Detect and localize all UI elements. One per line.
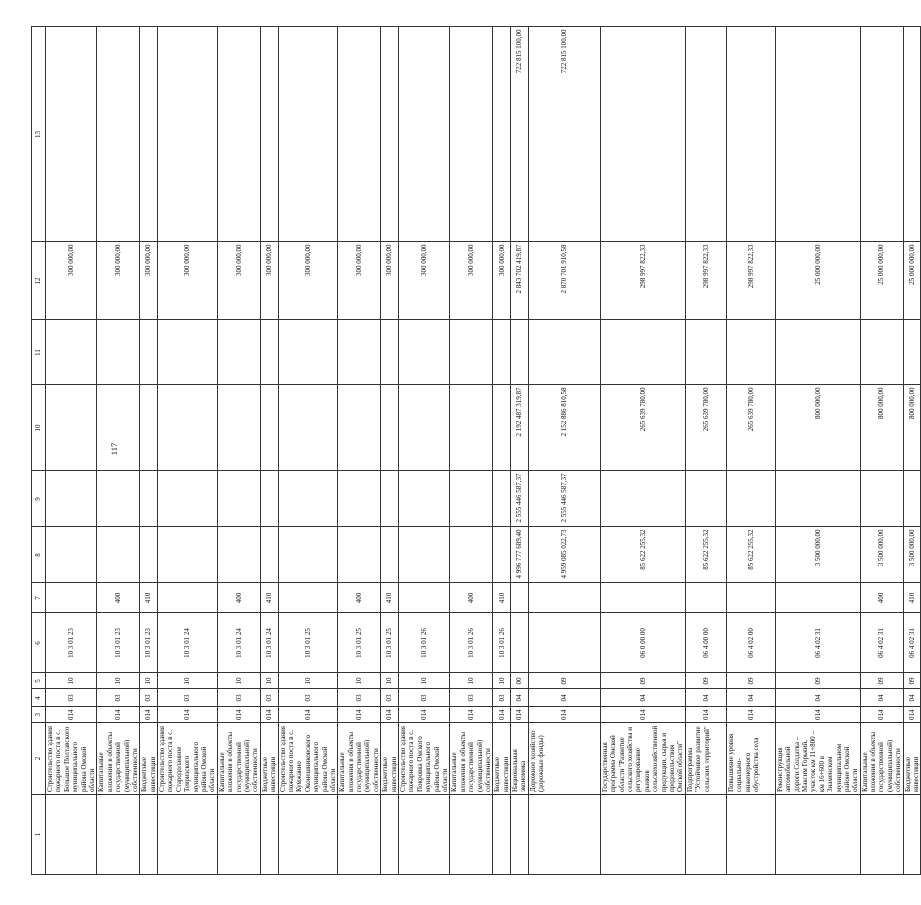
col-3-cell: 014 bbox=[493, 707, 511, 723]
col-9-cell bbox=[399, 471, 450, 527]
col-13-cell bbox=[97, 27, 140, 242]
col-6-cell: 06 4 00 00 bbox=[685, 613, 726, 673]
table-row bbox=[278, 27, 338, 875]
row-name-cell: Капитальные вложения в объекты государственной (муниципальной) собственности bbox=[338, 723, 381, 795]
col-9-cell bbox=[903, 471, 921, 527]
col-9-cell: 2 555 446 587,37 bbox=[528, 471, 600, 527]
col-5-cell: 10 bbox=[278, 673, 338, 689]
table-row bbox=[903, 27, 921, 875]
col-8-cell bbox=[399, 527, 450, 583]
col-11-cell bbox=[726, 320, 775, 385]
col-10-cell: 2 192 487 319,87 bbox=[511, 385, 529, 471]
col-3-cell: 014 bbox=[278, 707, 338, 723]
table-row bbox=[775, 27, 860, 875]
col-6-cell: 06 4 02 00 bbox=[726, 613, 775, 673]
col-12-cell: 300 000,00 bbox=[278, 242, 338, 320]
col-13-cell: 722 815 100,00 bbox=[528, 27, 600, 242]
col-5-cell: 10 bbox=[217, 673, 260, 689]
col-13-cell bbox=[903, 27, 921, 242]
col-10-cell bbox=[217, 385, 260, 471]
col-13-cell bbox=[278, 27, 338, 242]
col-3-cell: 014 bbox=[338, 707, 381, 723]
col-9-cell bbox=[217, 471, 260, 527]
table-row bbox=[600, 27, 685, 875]
col-10-cell: 800 000,00 bbox=[903, 385, 921, 471]
col-13-cell bbox=[260, 27, 278, 242]
col-3-cell: 014 bbox=[46, 707, 97, 723]
col-9-cell bbox=[685, 471, 726, 527]
col-13-cell bbox=[600, 27, 685, 242]
row-name-cell: Бюджетные инвестиции bbox=[140, 723, 158, 795]
row-number-cell bbox=[493, 795, 511, 875]
col-5-cell: 00 bbox=[511, 673, 529, 689]
col-4-cell: 04 bbox=[511, 689, 529, 707]
col-13-cell bbox=[726, 27, 775, 242]
row-name-cell: Национальная экономика bbox=[511, 723, 529, 795]
col-7-cell bbox=[775, 583, 860, 613]
column-number: 5 bbox=[32, 673, 46, 689]
col-8-cell: 85 622 255,32 bbox=[685, 527, 726, 583]
col-4-cell: 03 bbox=[260, 689, 278, 707]
col-11-cell bbox=[217, 320, 260, 385]
col-8-cell bbox=[260, 527, 278, 583]
col-12-cell: 300 000,00 bbox=[493, 242, 511, 320]
row-name-cell: Строительство здания пожарного поста в с. Покровка Омского муниципального района Омской области bbox=[399, 723, 450, 795]
col-11-cell bbox=[97, 320, 140, 385]
col-6-cell: 10 3 01 24 bbox=[158, 613, 218, 673]
col-11-cell bbox=[493, 320, 511, 385]
col-3-cell: 014 bbox=[260, 707, 278, 723]
col-12-cell: 300 000,00 bbox=[158, 242, 218, 320]
table-row bbox=[450, 27, 493, 875]
col-4-cell: 03 bbox=[399, 689, 450, 707]
col-8-cell: 3 500 000,00 bbox=[775, 527, 860, 583]
col-8-cell: 3 500 000,00 bbox=[860, 527, 903, 583]
col-5-cell: 09 bbox=[726, 673, 775, 689]
col-7-cell: 410 bbox=[140, 583, 158, 613]
row-number-cell bbox=[511, 795, 529, 875]
row-number-cell bbox=[140, 795, 158, 875]
col-4-cell: 03 bbox=[493, 689, 511, 707]
col-6-cell: 10 3 01 24 bbox=[260, 613, 278, 673]
col-13-cell bbox=[217, 27, 260, 242]
col-5-cell: 10 bbox=[140, 673, 158, 689]
col-7-cell bbox=[685, 583, 726, 613]
col-6-cell: 10 3 01 24 bbox=[217, 613, 260, 673]
row-number-cell bbox=[685, 795, 726, 875]
row-name-cell: Повышение уровня социально-инженерного обустройства села bbox=[726, 723, 775, 795]
col-9-cell bbox=[97, 471, 140, 527]
col-5-cell: 09 bbox=[600, 673, 685, 689]
col-3-cell: 014 bbox=[600, 707, 685, 723]
column-number: 7 bbox=[32, 583, 46, 613]
row-name-cell: Капитальные вложения в объекты государственной (муниципальной) собственности bbox=[217, 723, 260, 795]
col-11-cell bbox=[775, 320, 860, 385]
column-number: 13 bbox=[32, 27, 46, 242]
row-number-cell bbox=[260, 795, 278, 875]
col-4-cell: 03 bbox=[338, 689, 381, 707]
page-number: 117 bbox=[109, 442, 119, 456]
col-8-cell: 3 500 000,00 bbox=[903, 527, 921, 583]
col-10-cell bbox=[140, 385, 158, 471]
col-12-cell: 298 997 822,33 bbox=[685, 242, 726, 320]
col-5-cell: 09 bbox=[685, 673, 726, 689]
row-number-cell bbox=[399, 795, 450, 875]
col-4-cell: 04 bbox=[860, 689, 903, 707]
col-3-cell: 014 bbox=[775, 707, 860, 723]
col-7-cell bbox=[726, 583, 775, 613]
col-9-cell bbox=[278, 471, 338, 527]
column-number: 2 bbox=[32, 723, 46, 795]
col-6-cell: 06 0 00 00 bbox=[600, 613, 685, 673]
col-7-cell: 400 bbox=[860, 583, 903, 613]
col-7-cell: 410 bbox=[260, 583, 278, 613]
col-11-cell bbox=[860, 320, 903, 385]
column-number: 11 bbox=[32, 320, 46, 385]
col-5-cell: 10 bbox=[260, 673, 278, 689]
column-number: 10 bbox=[32, 385, 46, 471]
col-8-cell: 4 959 085 022,73 bbox=[528, 527, 600, 583]
col-10-cell bbox=[399, 385, 450, 471]
col-4-cell: 03 bbox=[381, 689, 399, 707]
col-12-cell: 298 997 822,33 bbox=[600, 242, 685, 320]
col-10-cell: 265 639 780,00 bbox=[600, 385, 685, 471]
col-9-cell bbox=[450, 471, 493, 527]
col-3-cell: 014 bbox=[450, 707, 493, 723]
col-3-cell: 014 bbox=[217, 707, 260, 723]
col-12-cell: 300 000,00 bbox=[381, 242, 399, 320]
col-6-cell: 10 3 01 23 bbox=[46, 613, 97, 673]
col-13-cell bbox=[493, 27, 511, 242]
col-10-cell: 265 639 780,00 bbox=[726, 385, 775, 471]
column-number: 9 bbox=[32, 471, 46, 527]
col-4-cell: 03 bbox=[46, 689, 97, 707]
table-row bbox=[140, 27, 158, 875]
table-row bbox=[260, 27, 278, 875]
col-9-cell bbox=[140, 471, 158, 527]
col-11-cell bbox=[528, 320, 600, 385]
col-7-cell bbox=[600, 583, 685, 613]
col-4-cell: 03 bbox=[140, 689, 158, 707]
column-number: 4 bbox=[32, 689, 46, 707]
col-6-cell: 10 3 01 23 bbox=[140, 613, 158, 673]
col-5-cell: 10 bbox=[381, 673, 399, 689]
col-13-cell bbox=[399, 27, 450, 242]
row-name-cell: Государственная программа Омской области "Развитие сельского хозяйства и регулирование рынков сельскохозяйственной продукции, сырья и продовольствия Омской области" bbox=[600, 723, 685, 795]
row-number-cell bbox=[775, 795, 860, 875]
col-10-cell: 800 000,00 bbox=[775, 385, 860, 471]
col-3-cell: 014 bbox=[97, 707, 140, 723]
col-7-cell: 400 bbox=[217, 583, 260, 613]
row-number-cell bbox=[97, 795, 140, 875]
col-5-cell: 10 bbox=[338, 673, 381, 689]
col-4-cell: 03 bbox=[450, 689, 493, 707]
row-name-cell: Подпрограмма "Устойчивое развитие сельских территорий" bbox=[685, 723, 726, 795]
column-number: 8 bbox=[32, 527, 46, 583]
col-3-cell: 014 bbox=[140, 707, 158, 723]
row-number-cell bbox=[46, 795, 97, 875]
col-6-cell: 10 3 01 26 bbox=[450, 613, 493, 673]
col-6-cell: 06 4 02 31 bbox=[775, 613, 860, 673]
col-4-cell: 04 bbox=[600, 689, 685, 707]
col-5-cell: 10 bbox=[97, 673, 140, 689]
col-5-cell: 09 bbox=[903, 673, 921, 689]
row-name-cell: Капитальные вложения в объекты государственной (муниципальной) собственности bbox=[860, 723, 903, 795]
col-8-cell bbox=[97, 527, 140, 583]
row-name-cell: Капитальные вложения в объекты государственной (муниципальной) собственности bbox=[450, 723, 493, 795]
column-number: 6 bbox=[32, 613, 46, 673]
col-5-cell: 09 bbox=[860, 673, 903, 689]
table-row bbox=[511, 27, 529, 875]
col-11-cell bbox=[600, 320, 685, 385]
table-row bbox=[97, 27, 140, 875]
col-13-cell bbox=[450, 27, 493, 242]
row-name-cell: Строительство здания пожарного поста в с. Большое Полтавского муниципального района Омской области bbox=[46, 723, 97, 795]
col-8-cell bbox=[338, 527, 381, 583]
col-9-cell bbox=[860, 471, 903, 527]
col-3-cell: 014 bbox=[528, 707, 600, 723]
col-13-cell bbox=[158, 27, 218, 242]
col-8-cell bbox=[158, 527, 218, 583]
col-6-cell: 06 4 02 31 bbox=[860, 613, 903, 673]
col-5-cell: 09 bbox=[775, 673, 860, 689]
col-5-cell: 10 bbox=[158, 673, 218, 689]
row-name-cell: Строительство здания пожарного поста в с. Стародоланное Тевризского муниципального района Омской области bbox=[158, 723, 218, 795]
col-10-cell bbox=[46, 385, 97, 471]
col-12-cell: 298 997 822,33 bbox=[726, 242, 775, 320]
col-8-cell bbox=[278, 527, 338, 583]
table-row bbox=[860, 27, 903, 875]
col-12-cell: 300 000,00 bbox=[399, 242, 450, 320]
col-9-cell bbox=[493, 471, 511, 527]
column-number-row bbox=[32, 27, 46, 875]
col-9-cell bbox=[46, 471, 97, 527]
col-4-cell: 04 bbox=[528, 689, 600, 707]
col-6-cell: 10 3 01 23 bbox=[97, 613, 140, 673]
col-8-cell bbox=[381, 527, 399, 583]
col-3-cell: 014 bbox=[511, 707, 529, 723]
col-12-cell: 300 000,00 bbox=[97, 242, 140, 320]
col-7-cell bbox=[528, 583, 600, 613]
col-4-cell: 03 bbox=[278, 689, 338, 707]
col-6-cell: 10 3 01 25 bbox=[278, 613, 338, 673]
col-6-cell bbox=[528, 613, 600, 673]
col-10-cell bbox=[381, 385, 399, 471]
table-row bbox=[726, 27, 775, 875]
col-13-cell bbox=[775, 27, 860, 242]
col-6-cell: 06 4 02 31 bbox=[903, 613, 921, 673]
col-6-cell: 10 3 01 25 bbox=[338, 613, 381, 673]
col-7-cell bbox=[278, 583, 338, 613]
col-10-cell bbox=[97, 385, 140, 471]
col-4-cell: 03 bbox=[158, 689, 218, 707]
col-11-cell bbox=[399, 320, 450, 385]
table-row bbox=[158, 27, 218, 875]
col-11-cell bbox=[903, 320, 921, 385]
col-8-cell: 85 622 255,32 bbox=[600, 527, 685, 583]
col-4-cell: 04 bbox=[775, 689, 860, 707]
col-11-cell bbox=[511, 320, 529, 385]
col-11-cell bbox=[381, 320, 399, 385]
col-12-cell: 25 000 000,00 bbox=[903, 242, 921, 320]
column-number: 1 bbox=[32, 795, 46, 875]
col-4-cell: 03 bbox=[217, 689, 260, 707]
col-7-cell: 410 bbox=[381, 583, 399, 613]
col-5-cell: 10 bbox=[399, 673, 450, 689]
col-12-cell: 300 000,00 bbox=[46, 242, 97, 320]
row-number-cell bbox=[158, 795, 218, 875]
row-number-cell bbox=[726, 795, 775, 875]
col-3-cell: 014 bbox=[685, 707, 726, 723]
col-3-cell: 014 bbox=[399, 707, 450, 723]
col-12-cell: 300 000,00 bbox=[217, 242, 260, 320]
row-number-cell bbox=[381, 795, 399, 875]
col-3-cell: 014 bbox=[158, 707, 218, 723]
row-name-cell: Бюджетные инвестиции bbox=[493, 723, 511, 795]
col-11-cell bbox=[685, 320, 726, 385]
row-name-cell: Строительство здания пожарного поста в с. Кумжанно Оконешниковского муниципального района Омской области bbox=[278, 723, 338, 795]
col-3-cell: 014 bbox=[381, 707, 399, 723]
row-name-cell: Капитальные вложения в объекты государственной (муниципальной) собственности bbox=[97, 723, 140, 795]
col-4-cell: 04 bbox=[903, 689, 921, 707]
row-number-cell bbox=[217, 795, 260, 875]
col-5-cell: 10 bbox=[450, 673, 493, 689]
table-row bbox=[493, 27, 511, 875]
col-7-cell: 410 bbox=[493, 583, 511, 613]
col-11-cell bbox=[140, 320, 158, 385]
col-3-cell: 014 bbox=[903, 707, 921, 723]
col-12-cell: 25 000 000,00 bbox=[775, 242, 860, 320]
col-9-cell bbox=[726, 471, 775, 527]
table-row bbox=[338, 27, 381, 875]
table-row bbox=[217, 27, 260, 875]
col-5-cell: 10 bbox=[493, 673, 511, 689]
col-7-cell: 400 bbox=[450, 583, 493, 613]
col-8-cell bbox=[493, 527, 511, 583]
table-row bbox=[528, 27, 600, 875]
column-number: 12 bbox=[32, 242, 46, 320]
row-number-cell bbox=[278, 795, 338, 875]
col-9-cell bbox=[158, 471, 218, 527]
col-10-cell: 800 000,00 bbox=[860, 385, 903, 471]
col-10-cell bbox=[158, 385, 218, 471]
col-11-cell bbox=[46, 320, 97, 385]
col-12-cell: 25 000 000,00 bbox=[860, 242, 903, 320]
col-3-cell: 014 bbox=[726, 707, 775, 723]
row-number-cell bbox=[860, 795, 903, 875]
col-13-cell: 722 815 100,00 bbox=[511, 27, 529, 242]
col-7-cell: 400 bbox=[338, 583, 381, 613]
col-11-cell bbox=[278, 320, 338, 385]
col-7-cell bbox=[399, 583, 450, 613]
col-13-cell bbox=[46, 27, 97, 242]
col-13-cell bbox=[860, 27, 903, 242]
row-name-cell: Реконструкция автомобильной дороги Солдатка – Максим Горький, участок км 11+800 – км 16+600 в Знаменском муниципальном районе Омской области bbox=[775, 723, 860, 795]
col-8-cell bbox=[450, 527, 493, 583]
col-12-cell: 2 843 702 419,87 bbox=[511, 242, 529, 320]
col-8-cell: 85 622 255,32 bbox=[726, 527, 775, 583]
col-4-cell: 04 bbox=[726, 689, 775, 707]
table-row bbox=[381, 27, 399, 875]
col-13-cell bbox=[685, 27, 726, 242]
col-8-cell bbox=[46, 527, 97, 583]
col-7-cell bbox=[46, 583, 97, 613]
col-9-cell bbox=[775, 471, 860, 527]
row-number-cell bbox=[338, 795, 381, 875]
col-8-cell bbox=[140, 527, 158, 583]
column-number: 3 bbox=[32, 707, 46, 723]
row-number-cell bbox=[528, 795, 600, 875]
row-number-cell bbox=[450, 795, 493, 875]
col-13-cell bbox=[140, 27, 158, 242]
col-10-cell bbox=[260, 385, 278, 471]
col-9-cell bbox=[600, 471, 685, 527]
col-12-cell: 300 000,00 bbox=[338, 242, 381, 320]
col-3-cell: 014 bbox=[860, 707, 903, 723]
budget-table bbox=[31, 27, 921, 876]
row-name-cell: Дорожное хозяйство (дорожные фонды) bbox=[528, 723, 600, 795]
col-6-cell: 10 3 01 26 bbox=[493, 613, 511, 673]
col-4-cell: 03 bbox=[97, 689, 140, 707]
col-10-cell: 2 152 886 810,58 bbox=[528, 385, 600, 471]
col-9-cell bbox=[381, 471, 399, 527]
col-9-cell bbox=[260, 471, 278, 527]
col-10-cell bbox=[278, 385, 338, 471]
col-11-cell bbox=[338, 320, 381, 385]
col-10-cell bbox=[493, 385, 511, 471]
col-6-cell bbox=[511, 613, 529, 673]
col-7-cell: 410 bbox=[903, 583, 921, 613]
col-11-cell bbox=[450, 320, 493, 385]
row-number-cell bbox=[903, 795, 921, 875]
col-13-cell bbox=[338, 27, 381, 242]
col-8-cell bbox=[217, 527, 260, 583]
col-12-cell: 300 000,00 bbox=[260, 242, 278, 320]
table-row bbox=[685, 27, 726, 875]
col-6-cell: 10 3 01 25 bbox=[381, 613, 399, 673]
col-10-cell bbox=[338, 385, 381, 471]
row-name-cell: Бюджетные инвестиции bbox=[903, 723, 921, 795]
col-12-cell: 300 000,00 bbox=[140, 242, 158, 320]
col-7-cell bbox=[511, 583, 529, 613]
col-5-cell: 10 bbox=[46, 673, 97, 689]
col-6-cell: 10 3 01 26 bbox=[399, 613, 450, 673]
table-row bbox=[399, 27, 450, 875]
col-9-cell: 2 555 446 587,37 bbox=[511, 471, 529, 527]
col-11-cell bbox=[158, 320, 218, 385]
col-12-cell: 300 000,00 bbox=[450, 242, 493, 320]
col-5-cell: 09 bbox=[528, 673, 600, 689]
col-13-cell bbox=[381, 27, 399, 242]
row-name-cell: Бюджетные инвестиции bbox=[260, 723, 278, 795]
col-12-cell: 2 870 701 910,58 bbox=[528, 242, 600, 320]
col-7-cell: 400 bbox=[97, 583, 140, 613]
col-11-cell bbox=[260, 320, 278, 385]
col-8-cell: 4 996 777 689,40 bbox=[511, 527, 529, 583]
col-4-cell: 04 bbox=[685, 689, 726, 707]
col-10-cell: 265 639 780,00 bbox=[685, 385, 726, 471]
col-9-cell bbox=[338, 471, 381, 527]
col-7-cell bbox=[158, 583, 218, 613]
col-10-cell bbox=[450, 385, 493, 471]
row-name-cell: Бюджетные инвестиции bbox=[381, 723, 399, 795]
table-row bbox=[46, 27, 97, 875]
row-number-cell bbox=[600, 795, 685, 875]
